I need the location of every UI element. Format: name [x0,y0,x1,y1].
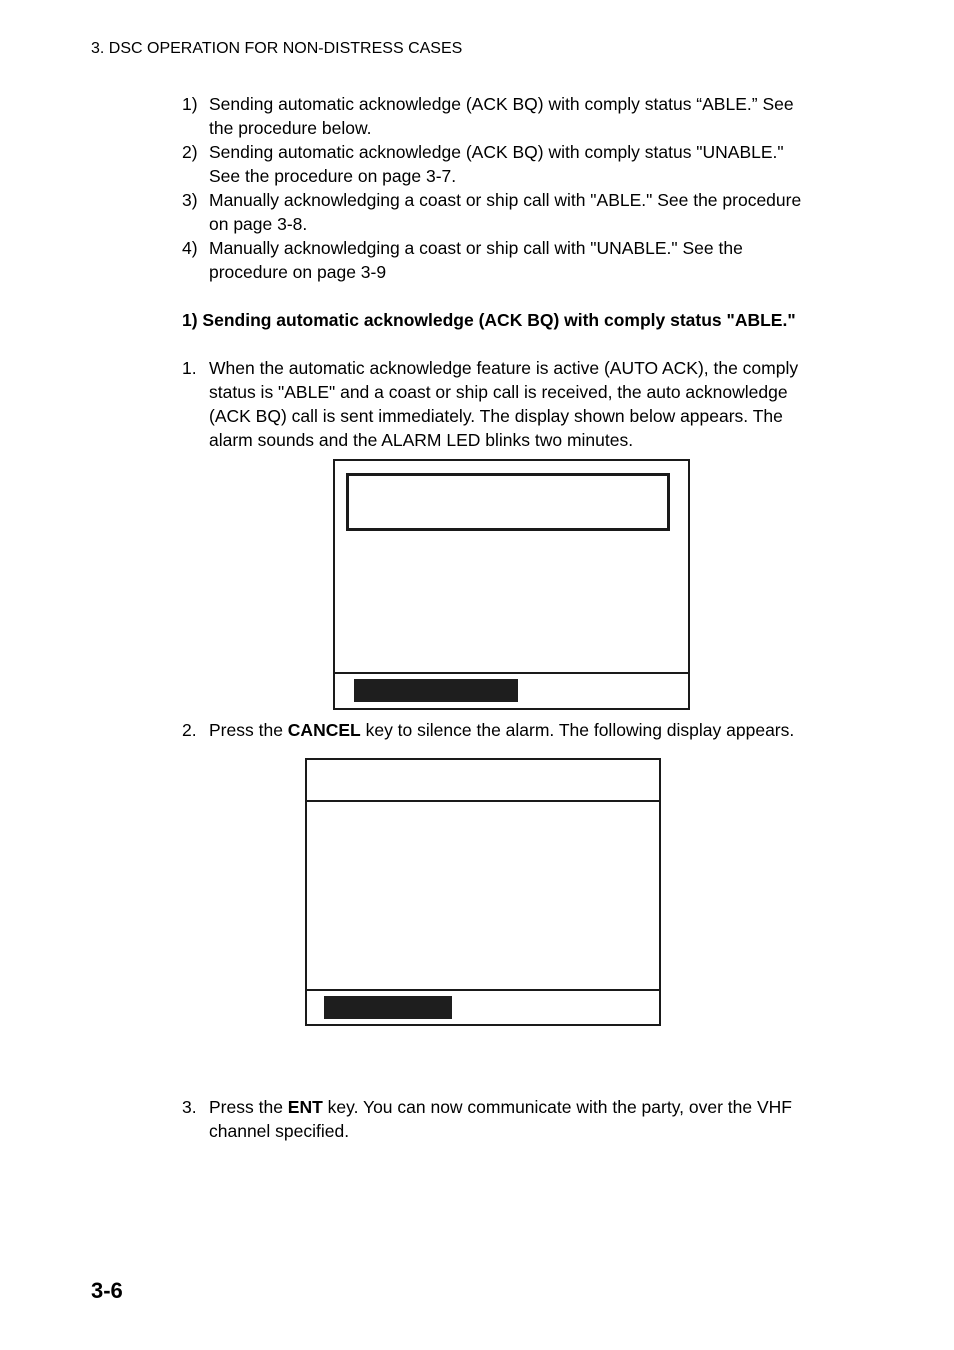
display-divider [307,800,659,802]
list-item-text: Sending automatic acknowledge (ACK BQ) with comply status “ABLE.” See [209,94,794,114]
display-screen-after-cancel [305,758,661,1026]
list-item-text: Sending automatic acknowledge (ACK BQ) with comply status "UNABLE." [209,142,784,162]
list-item-text: the procedure below. [209,118,372,138]
display-divider [335,672,688,674]
key-name: CANCEL [287,720,361,740]
list-item-text: Manually acknowledging a coast or ship call with "UNABLE." See the [209,238,743,258]
display-divider [307,989,659,991]
list-item-number: 3) [182,190,198,210]
page-number: 3-6 [91,1278,123,1303]
step-text: channel specified. [209,1121,350,1141]
list-item-number: 1) [182,94,198,114]
step-text: Press the ENT key. You can now communicate with the party, over the VHF [209,1097,792,1117]
display-screen-auto-ack [333,459,690,710]
step-text: status is "ABLE" and a coast or ship call is received, the auto acknowledge [209,382,788,402]
key-name: ENT [287,1097,323,1117]
step-number: 1. [182,358,197,378]
display-title-box [346,473,670,531]
list-item-text: Manually acknowledging a coast or ship call with "ABLE." See the procedure [209,190,802,210]
list-item-number: 4) [182,238,198,258]
list-item-text: See the procedure on page 3-7. [209,166,457,186]
running-header: 3. DSC OPERATION FOR NON-DISTRESS CASES [91,40,463,57]
list-item-text: procedure on page 3-9 [209,262,387,282]
softkey-bar [324,996,452,1019]
section-heading: 1) Sending automatic acknowledge (ACK BQ) with comply status "ABLE." [182,310,796,330]
step-text: Press the CANCEL key to silence the alarm. The following display appears. [209,720,795,740]
list-item-number: 2) [182,142,198,162]
step-text: When the automatic acknowledge feature is active (AUTO ACK), the comply [209,358,799,378]
step-text: alarm sounds and the ALARM LED blinks two minutes. [209,430,634,450]
step-number: 2. [182,720,197,740]
step-text: (ACK BQ) call is sent immediately. The display shown below appears. The [209,406,783,426]
softkey-bar [354,679,518,702]
step-number: 3. [182,1097,197,1117]
list-item-text: on page 3-8. [209,214,308,234]
